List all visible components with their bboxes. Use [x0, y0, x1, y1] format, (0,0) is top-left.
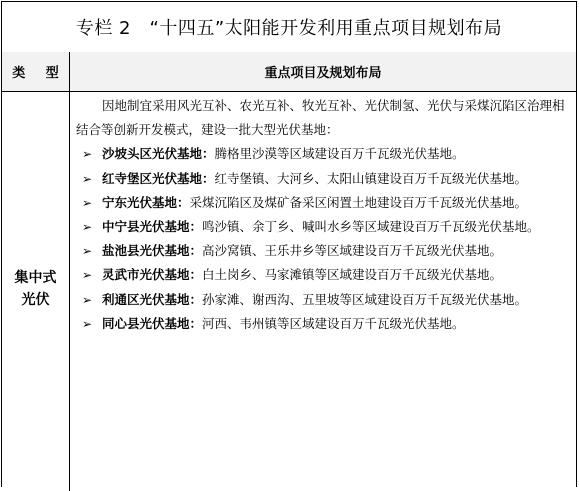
list-item: [76, 215, 568, 239]
arrow-bullet-icon: ➢: [82, 195, 93, 210]
list-item: [76, 191, 568, 215]
arrow-bullet-icon: ➢: [82, 171, 93, 186]
arrow-bullet-icon: ➢: [82, 244, 93, 259]
list-item: [76, 288, 568, 312]
arrow-bullet-icon: ➢: [82, 147, 93, 162]
content-cell: [70, 91, 576, 491]
table-title-row: [2, 2, 576, 53]
base-desc: 高沙窝镇、王乐井乡等区域建设百万千瓦级光伏基地。: [202, 243, 503, 259]
planning-table: [1, 1, 577, 487]
base-name: 红寺堡区光伏基地：: [102, 170, 215, 186]
type-label-line1: 集中式: [14, 270, 57, 286]
arrow-bullet-icon: ➢: [82, 268, 93, 283]
arrow-bullet-icon: ➢: [82, 292, 93, 307]
type-label-line2: 光伏: [21, 292, 50, 308]
base-name: 同心县光伏基地：: [102, 315, 203, 331]
table-body-row: [2, 91, 576, 491]
header-content: 重点项目及规划布局: [264, 66, 382, 81]
arrow-bullet-icon: ➢: [82, 220, 93, 235]
base-name: 宁东光伏基地：: [102, 194, 190, 210]
list-item: [76, 312, 568, 336]
intro-paragraph: 因地制宜采用风光互补、农光互补、牧光互补、光伏制氢、光伏与采煤沉陷区治理相结合等创新开发模式，建设一批大型光伏基地：: [76, 98, 565, 138]
type-cell: [2, 91, 70, 491]
base-desc: 河西、韦州镇等区域建设百万千瓦级光伏基地。: [202, 315, 465, 331]
base-name: 利通区光伏基地：: [102, 291, 203, 307]
base-desc: 腾格里沙漠等区域建设百万千瓦级光伏基地。: [214, 146, 465, 162]
arrow-bullet-icon: ➢: [82, 316, 93, 331]
base-desc: 红寺堡镇、大河乡、太阳山镇建设百万千瓦级光伏基地。: [214, 170, 528, 186]
base-name: 中宁县光伏基地：: [102, 219, 203, 235]
base-name: 盐池县光伏基地：: [102, 243, 203, 259]
list-item: [76, 167, 568, 191]
table-header-row: [2, 52, 576, 92]
base-name: 灵武市光伏基地：: [102, 267, 203, 283]
base-desc: 孙家滩、谢西沟、五里坡等区域建设百万千瓦级光伏基地。: [202, 291, 528, 307]
base-desc: 白土岗乡、马家滩镇等区域建设百万千瓦级光伏基地。: [202, 267, 503, 283]
table-title: 专栏 2 “十四五”太阳能开发利用重点项目规划布局: [75, 18, 503, 39]
list-item: [76, 239, 568, 263]
base-desc: 采煤沉陷区及煤矿备采区闲置土地建设百万千瓦级光伏基地。: [189, 194, 528, 210]
base-desc: 鸣沙镇、余丁乡、喊叫水乡等区域建设百万千瓦级光伏基地。: [202, 219, 540, 235]
base-name: 沙坡头区光伏基地：: [102, 146, 215, 162]
list-item: [76, 263, 568, 287]
list-item: [76, 142, 568, 166]
header-type: 类 型: [2, 52, 70, 91]
